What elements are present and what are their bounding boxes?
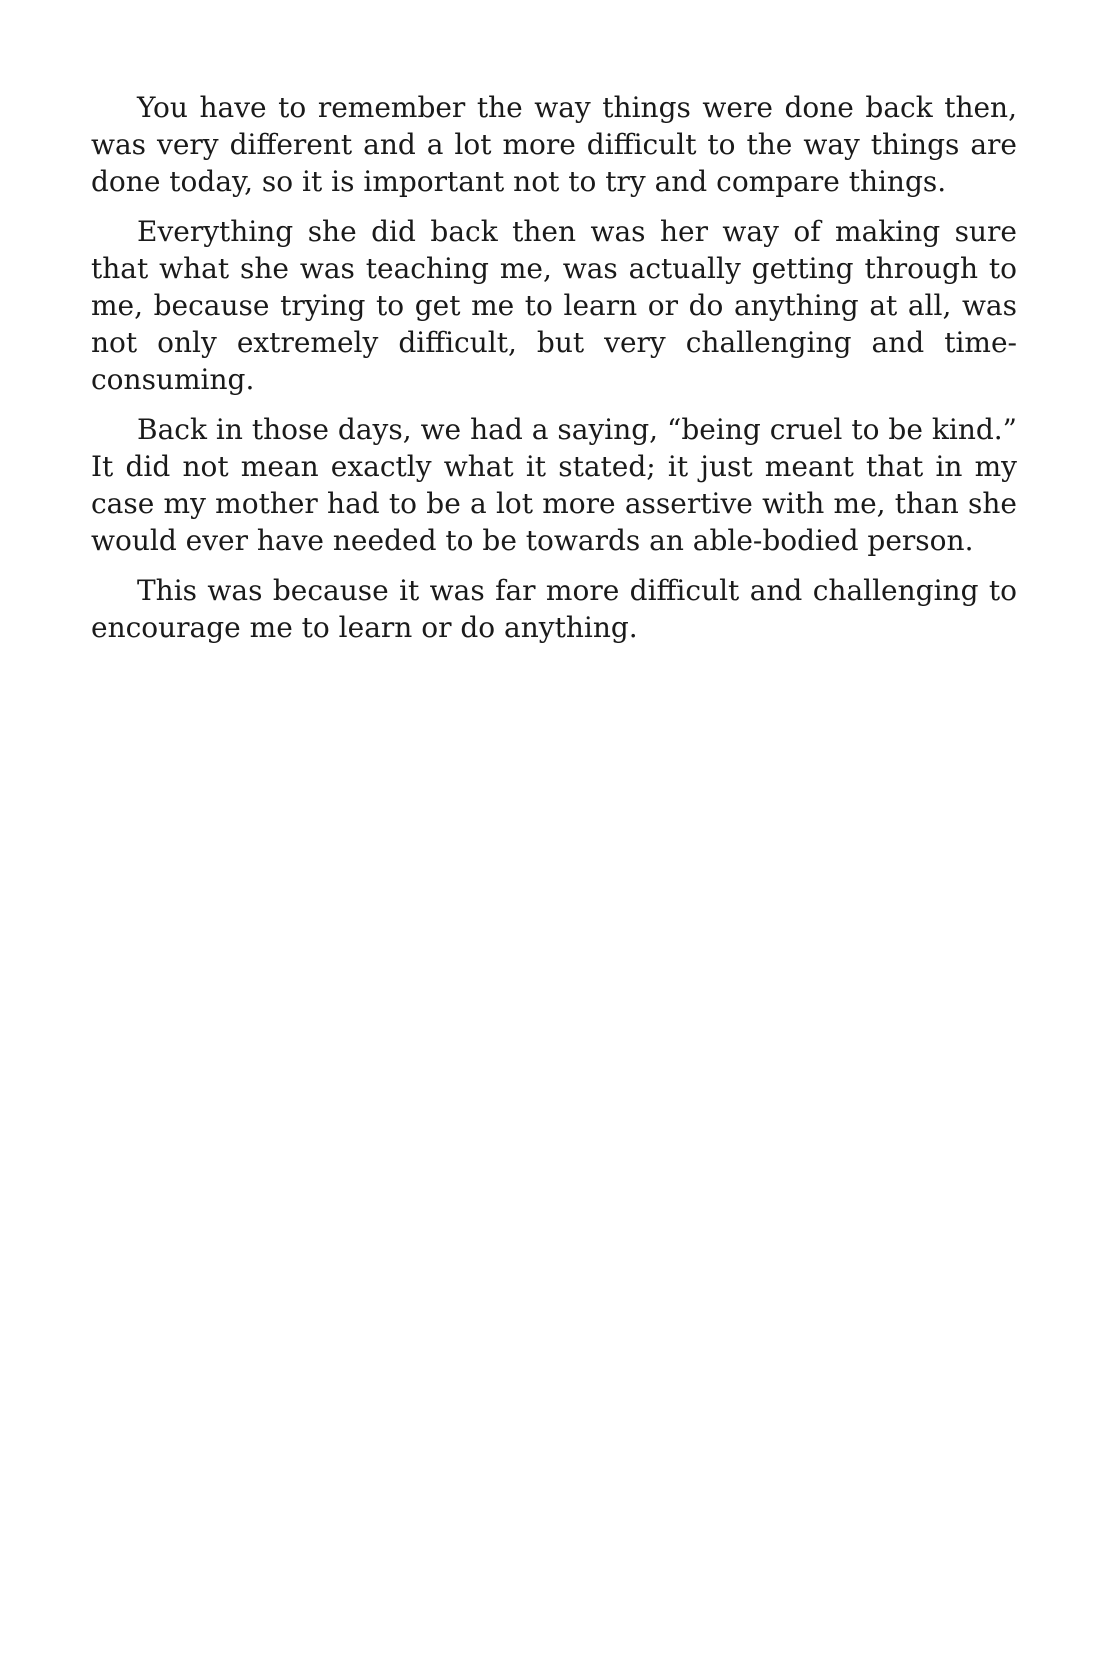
- paragraph: Back in those days, we had a saying, “being cruel to be kind.” It did not mean exactly what it stated; it just meant that in my case my mother had to be a lot more assertive with me, than she would ever have needed to be towards an able-bodied person.: [91, 413, 1017, 557]
- paragraph: This was because it was far more difficult and challenging to encourage me to learn or do anything.: [91, 574, 1017, 644]
- document-page: [91, 89, 1017, 659]
- paragraph: You have to remember the way things were done back then, was very different and a lot more difficult to the way things are done today, so it is important not to try and compare things.: [91, 91, 1017, 198]
- paragraph: Everything she did back then was her way of making sure that what she was teaching me, was actually getting through to me, because trying to get me to learn or do anything at all, was not only extremely difficult, but very challenging and time-consuming.: [91, 215, 1017, 396]
